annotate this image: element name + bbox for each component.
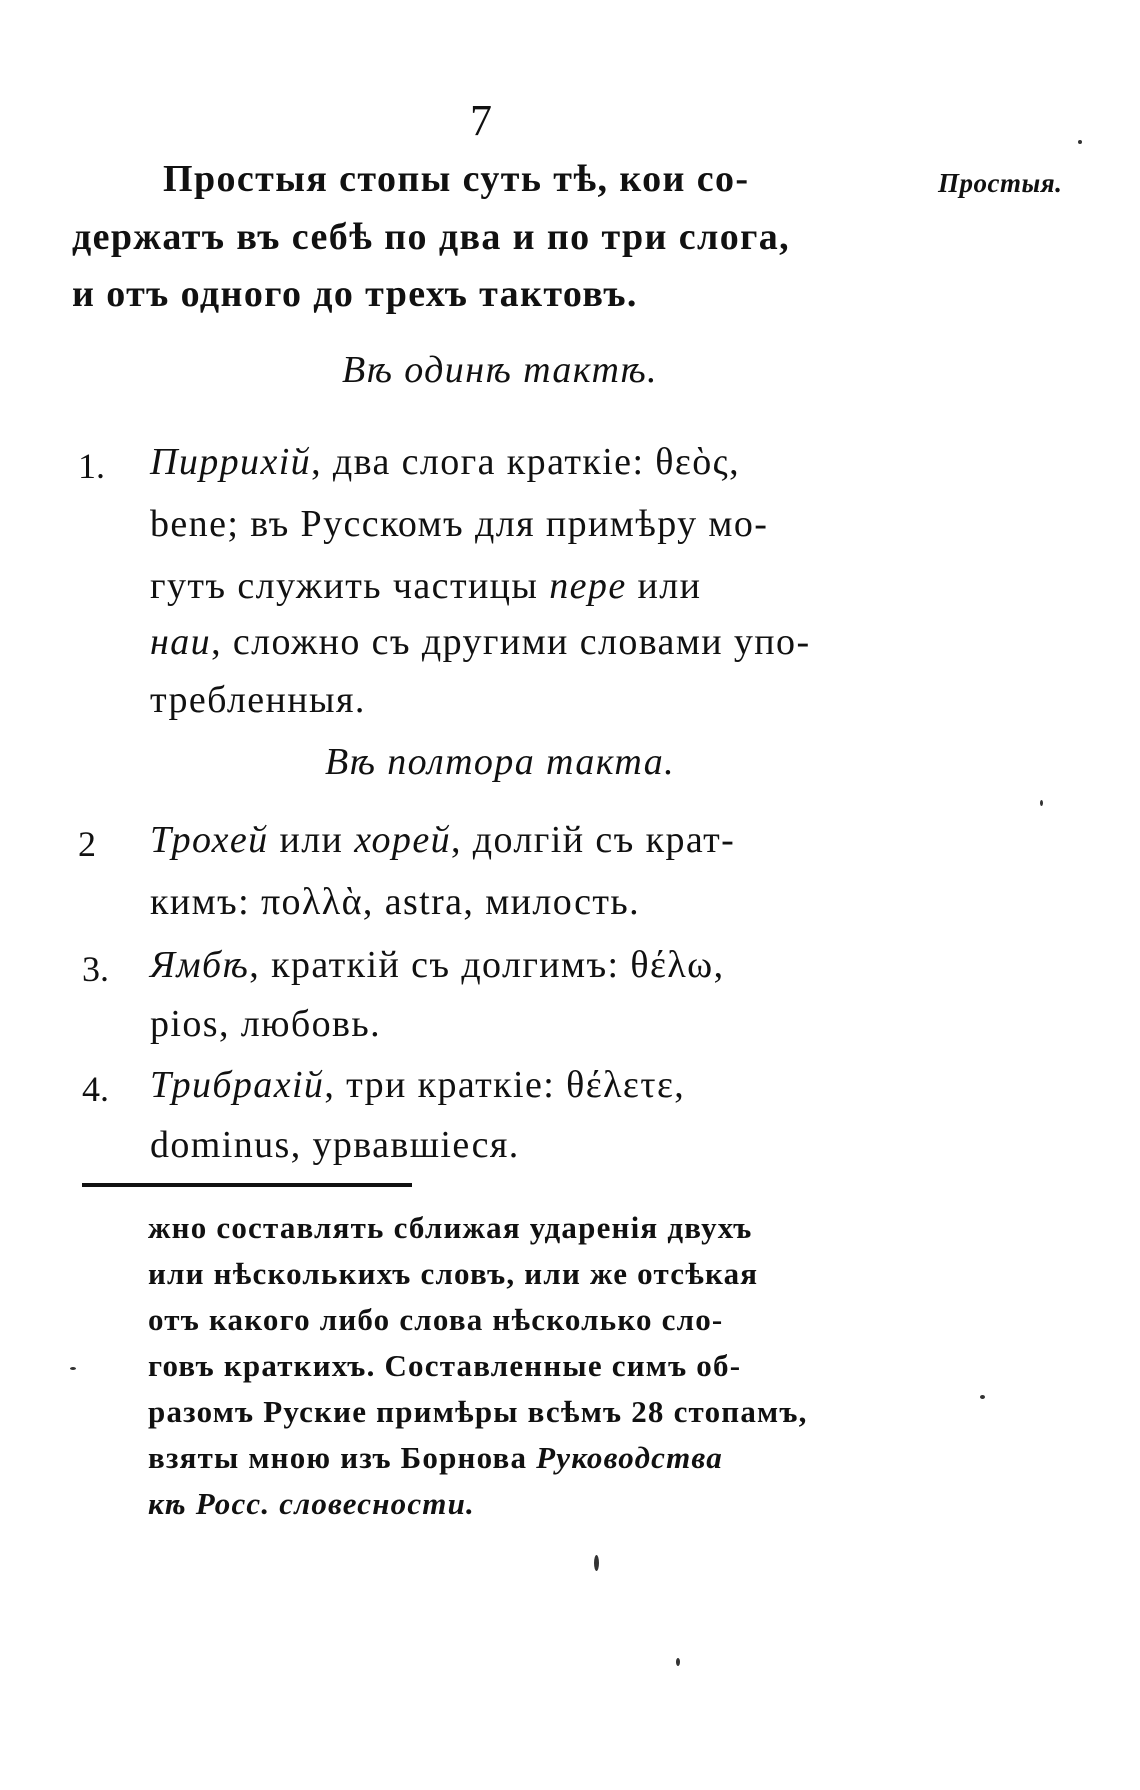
item-1-line-4-rest: , сложно съ другими словами упо-	[211, 621, 811, 663]
print-speck	[594, 1555, 599, 1571]
item-4-number: 4.	[82, 1069, 109, 1109]
print-speck	[1078, 140, 1082, 144]
footnote-book-title: Руководства	[536, 1440, 723, 1475]
intro-line-1: Простыя стопы суть тѣ, кои со-	[163, 158, 750, 200]
footnote-line-7	[148, 1486, 475, 1522]
item-1-line-3	[150, 564, 701, 608]
margin-note: Простыя.	[938, 168, 1063, 198]
item-1-number: 1.	[78, 446, 105, 486]
print-speck	[980, 1395, 985, 1399]
item-2-term-trochee: Трохей	[150, 819, 269, 861]
item-3-term: Ямбѣ	[150, 944, 250, 986]
item-1-line-5: требленныя.	[150, 679, 366, 721]
item-2-line-1	[150, 818, 735, 862]
item-2-number: 2	[78, 824, 96, 864]
footnote-line-6	[148, 1440, 723, 1476]
intro-line-3: и отъ одного до трехъ тактовъ.	[72, 273, 638, 315]
item-1-line-3-end: или	[626, 565, 702, 607]
item-2-term-choree: хорей	[354, 819, 451, 861]
item-2-conjunction: или	[268, 819, 355, 861]
print-speck	[1040, 800, 1043, 806]
item-1-term: Пиррихій	[150, 441, 312, 483]
footnote-line-3: отъ какого либо слова нѣсколько сло-	[148, 1302, 724, 1337]
footnote-line-4: говъ краткихъ. Составленные симъ об-	[148, 1348, 742, 1383]
item-1-line-4	[150, 620, 811, 664]
item-4-line-2: dominus, урвавшіеся.	[150, 1124, 520, 1166]
page-number: 7	[470, 96, 492, 145]
footnote-line-1: жно составлять сближая ударенія двухъ	[148, 1210, 753, 1245]
item-1-particle-pere: пере	[549, 565, 627, 607]
intro-line-2: держатъ въ себѣ по два и по три слога,	[72, 216, 791, 258]
item-1-line-3-text: гутъ служить частицы	[150, 565, 550, 607]
item-4-line-1	[150, 1063, 685, 1107]
section-heading-one-beat: Вѣ одинѣ тактѣ.	[342, 349, 658, 391]
item-3-line-1	[150, 943, 725, 987]
item-1-line-2: bene; въ Русскомъ для примѣру мо-	[150, 503, 769, 545]
item-4-term: Трибрахій	[150, 1064, 325, 1106]
item-3-line-2: pios, любовь.	[150, 1003, 382, 1045]
print-speck	[70, 1367, 76, 1370]
item-1-particle-nai: наи	[150, 621, 212, 663]
footnote-rule	[82, 1183, 412, 1187]
item-1-line-1-rest: , два слога краткіе: θεὸς,	[311, 441, 741, 483]
footnote-line-2: или нѣсколькихъ словъ, или же отсѣкая	[148, 1256, 759, 1291]
item-3-line-1-rest: , краткій съ долгимъ: θέλω,	[249, 944, 725, 986]
item-2-line-1-rest: , долгій съ крат-	[451, 819, 736, 861]
footnote-line-5: разомъ Руские примѣры всѣмъ 28 стопамъ,	[148, 1394, 808, 1429]
print-speck	[676, 1658, 680, 1666]
item-2-line-2: кимъ: πολλὰ, astra, милость.	[150, 881, 641, 923]
item-3-number: 3.	[82, 949, 109, 989]
item-1-line-1	[150, 440, 740, 484]
footnote-line-6-text: взяты мною изъ Борнова	[148, 1440, 537, 1475]
section-heading-one-and-half-beats: Вѣ полтора такта.	[324, 741, 675, 783]
item-4-line-1-rest: , три краткіе: θέλετε,	[324, 1064, 686, 1106]
footnote-line-7-text: кѣ Росс. словесности.	[148, 1486, 475, 1521]
